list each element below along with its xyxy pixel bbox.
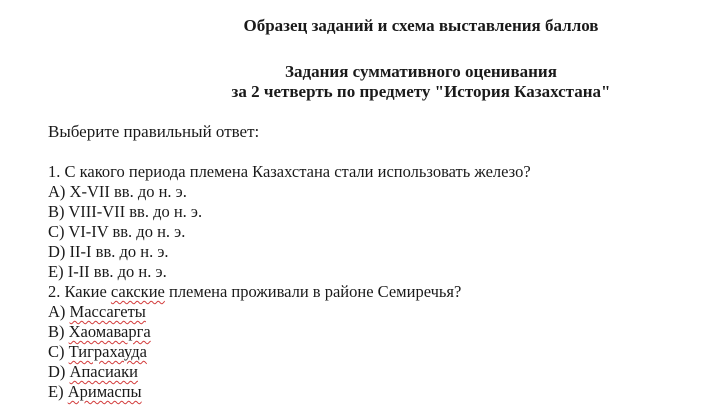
- option-text: Массагеты: [69, 302, 146, 321]
- option-text: Аримаспы: [67, 382, 142, 401]
- option-letter: A): [48, 302, 66, 321]
- document-subtitle-line2: за 2 четверть по предмету "История Казахстана": [231, 82, 611, 101]
- option-text: Хаомаварга: [68, 322, 151, 341]
- option-text: Апасиаки: [69, 362, 138, 381]
- question-1-option-c: [48, 222, 185, 242]
- question-1-option-d: [48, 242, 169, 262]
- question-2-option-e: [48, 382, 142, 402]
- question-text-part: племена проживали в районе Семиречья?: [164, 282, 462, 301]
- option-letter: B): [48, 202, 65, 221]
- option-text: X-VII вв. до н. э.: [69, 182, 187, 201]
- option-text: II-I вв. до н. э.: [69, 242, 169, 261]
- option-letter: C): [48, 222, 65, 241]
- option-text: VI-IV вв. до н. э.: [68, 222, 186, 241]
- question-1-option-b: [48, 202, 202, 222]
- option-letter: D): [48, 362, 66, 381]
- question-1-option-e: [48, 262, 167, 282]
- spellcheck-marked-word: сакские: [110, 282, 165, 301]
- question-1-option-a: [48, 182, 187, 202]
- option-text: VIII-VII вв. до н. э.: [68, 202, 203, 221]
- document-title: Образец заданий и схема выставления баллов: [243, 16, 599, 35]
- question-2-option-a: [48, 302, 146, 322]
- question-2-option-d: [48, 362, 138, 382]
- question-2-option-b: [48, 322, 151, 342]
- document-subtitle-line1: Задания суммативного оценивания: [285, 62, 557, 81]
- option-letter: E): [48, 382, 64, 401]
- option-letter: D): [48, 242, 66, 261]
- question-2-text: [48, 282, 461, 302]
- question-text-part: 2. Какие: [48, 282, 111, 301]
- option-letter: A): [48, 182, 66, 201]
- question-2-option-c: [48, 342, 147, 362]
- option-letter: E): [48, 262, 64, 281]
- option-letter: C): [48, 342, 65, 361]
- option-text: Тиграхауда: [68, 342, 147, 361]
- option-letter: B): [48, 322, 65, 341]
- question-1-text: 1. С какого периода племена Казахстана стали использовать железо?: [48, 162, 531, 181]
- option-text: I-II вв. до н. э.: [67, 262, 167, 281]
- instruction-text: Выберите правильный ответ:: [48, 122, 260, 141]
